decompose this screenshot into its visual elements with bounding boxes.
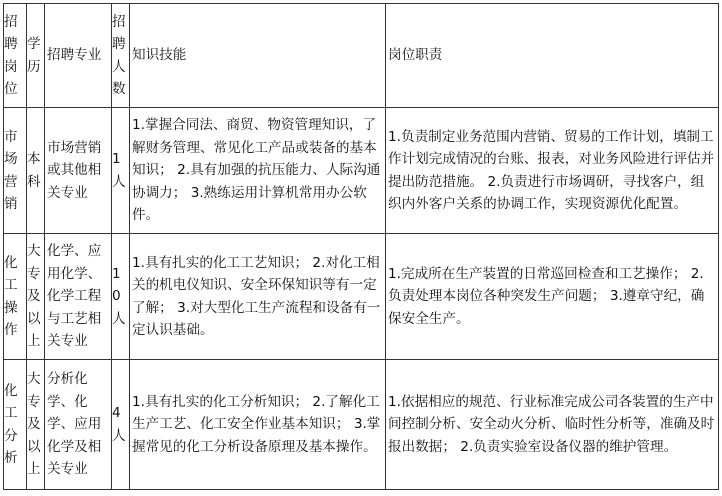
position-cell: 化工操作 <box>4 234 27 360</box>
header-count: 招聘人数 <box>112 4 130 108</box>
major-cell: 市场营销或其他相关专业 <box>45 108 112 234</box>
duties-cell: 1.负责制定业务范围内营销、贸易的工作计划，填制工作计划完成情况的台账、报表，对业务风险进行评估并提出防范措施。 2.负责进行市场调研，寻找客户，组织内外客户关系的协调工作，实现资源优化配置。 <box>386 108 719 234</box>
education-cell: 本科 <box>27 108 45 234</box>
skills-cell: 1.掌握合同法、商贸、物资管理知识，了解财务管理、常见化工产品或装备的基本知识； 2.具有加强的抗压能力、人际沟通协调力； 3.熟练运用计算机常用办公软件。 <box>130 108 386 234</box>
skills-cell: 1.具有扎实的化工工艺知识； 2.对化工相关的机电仪知识、安全环保知识等有一定了解； 3.对大型化工生产流程和设备有一定认识基础。 <box>130 234 386 360</box>
header-skills: 知识技能 <box>130 4 386 108</box>
header-duties: 岗位职责 <box>386 4 719 108</box>
skills-cell: 1.具有扎实的化工分析知识； 2.了解化工生产工艺、化工安全作业基本知识； 3.掌握常见的化工分析设备原理及基本操作。 <box>130 360 386 490</box>
position-cell: 市场营销 <box>4 108 27 234</box>
table-row <box>4 234 719 360</box>
major-cell: 分析化学、化学、应用化学及相关专业 <box>45 360 112 490</box>
table-row <box>4 360 719 490</box>
duties-cell: 1.依据相应的规范、行业标准完成公司各装置的生产中间控制分析、安全动火分析、临时性分析等，准确及时报出数据； 2.负责实验室设备仪器的维护管理。 <box>386 360 719 490</box>
header-education: 学历 <box>27 4 45 108</box>
count-cell: 4人 <box>112 360 130 490</box>
duties-cell: 1.完成所在生产装置的日常巡回检查和工艺操作； 2.负责处理本岗位各种突发生产问题； 3.遵章守纪，确保安全生产。 <box>386 234 719 360</box>
education-cell: 大专及以上 <box>27 234 45 360</box>
education-cell: 大专及以上 <box>27 360 45 490</box>
major-cell: 化学、应用化学、化学工程与工艺相关专业 <box>45 234 112 360</box>
header-position: 招聘岗位 <box>4 4 27 108</box>
table-row <box>4 108 719 234</box>
count-cell: 1人 <box>112 108 130 234</box>
count-cell: 10人 <box>112 234 130 360</box>
recruitment-table <box>3 3 719 490</box>
header-major: 招聘专业 <box>45 4 112 108</box>
header-row <box>4 4 719 108</box>
position-cell: 化工分析 <box>4 360 27 490</box>
